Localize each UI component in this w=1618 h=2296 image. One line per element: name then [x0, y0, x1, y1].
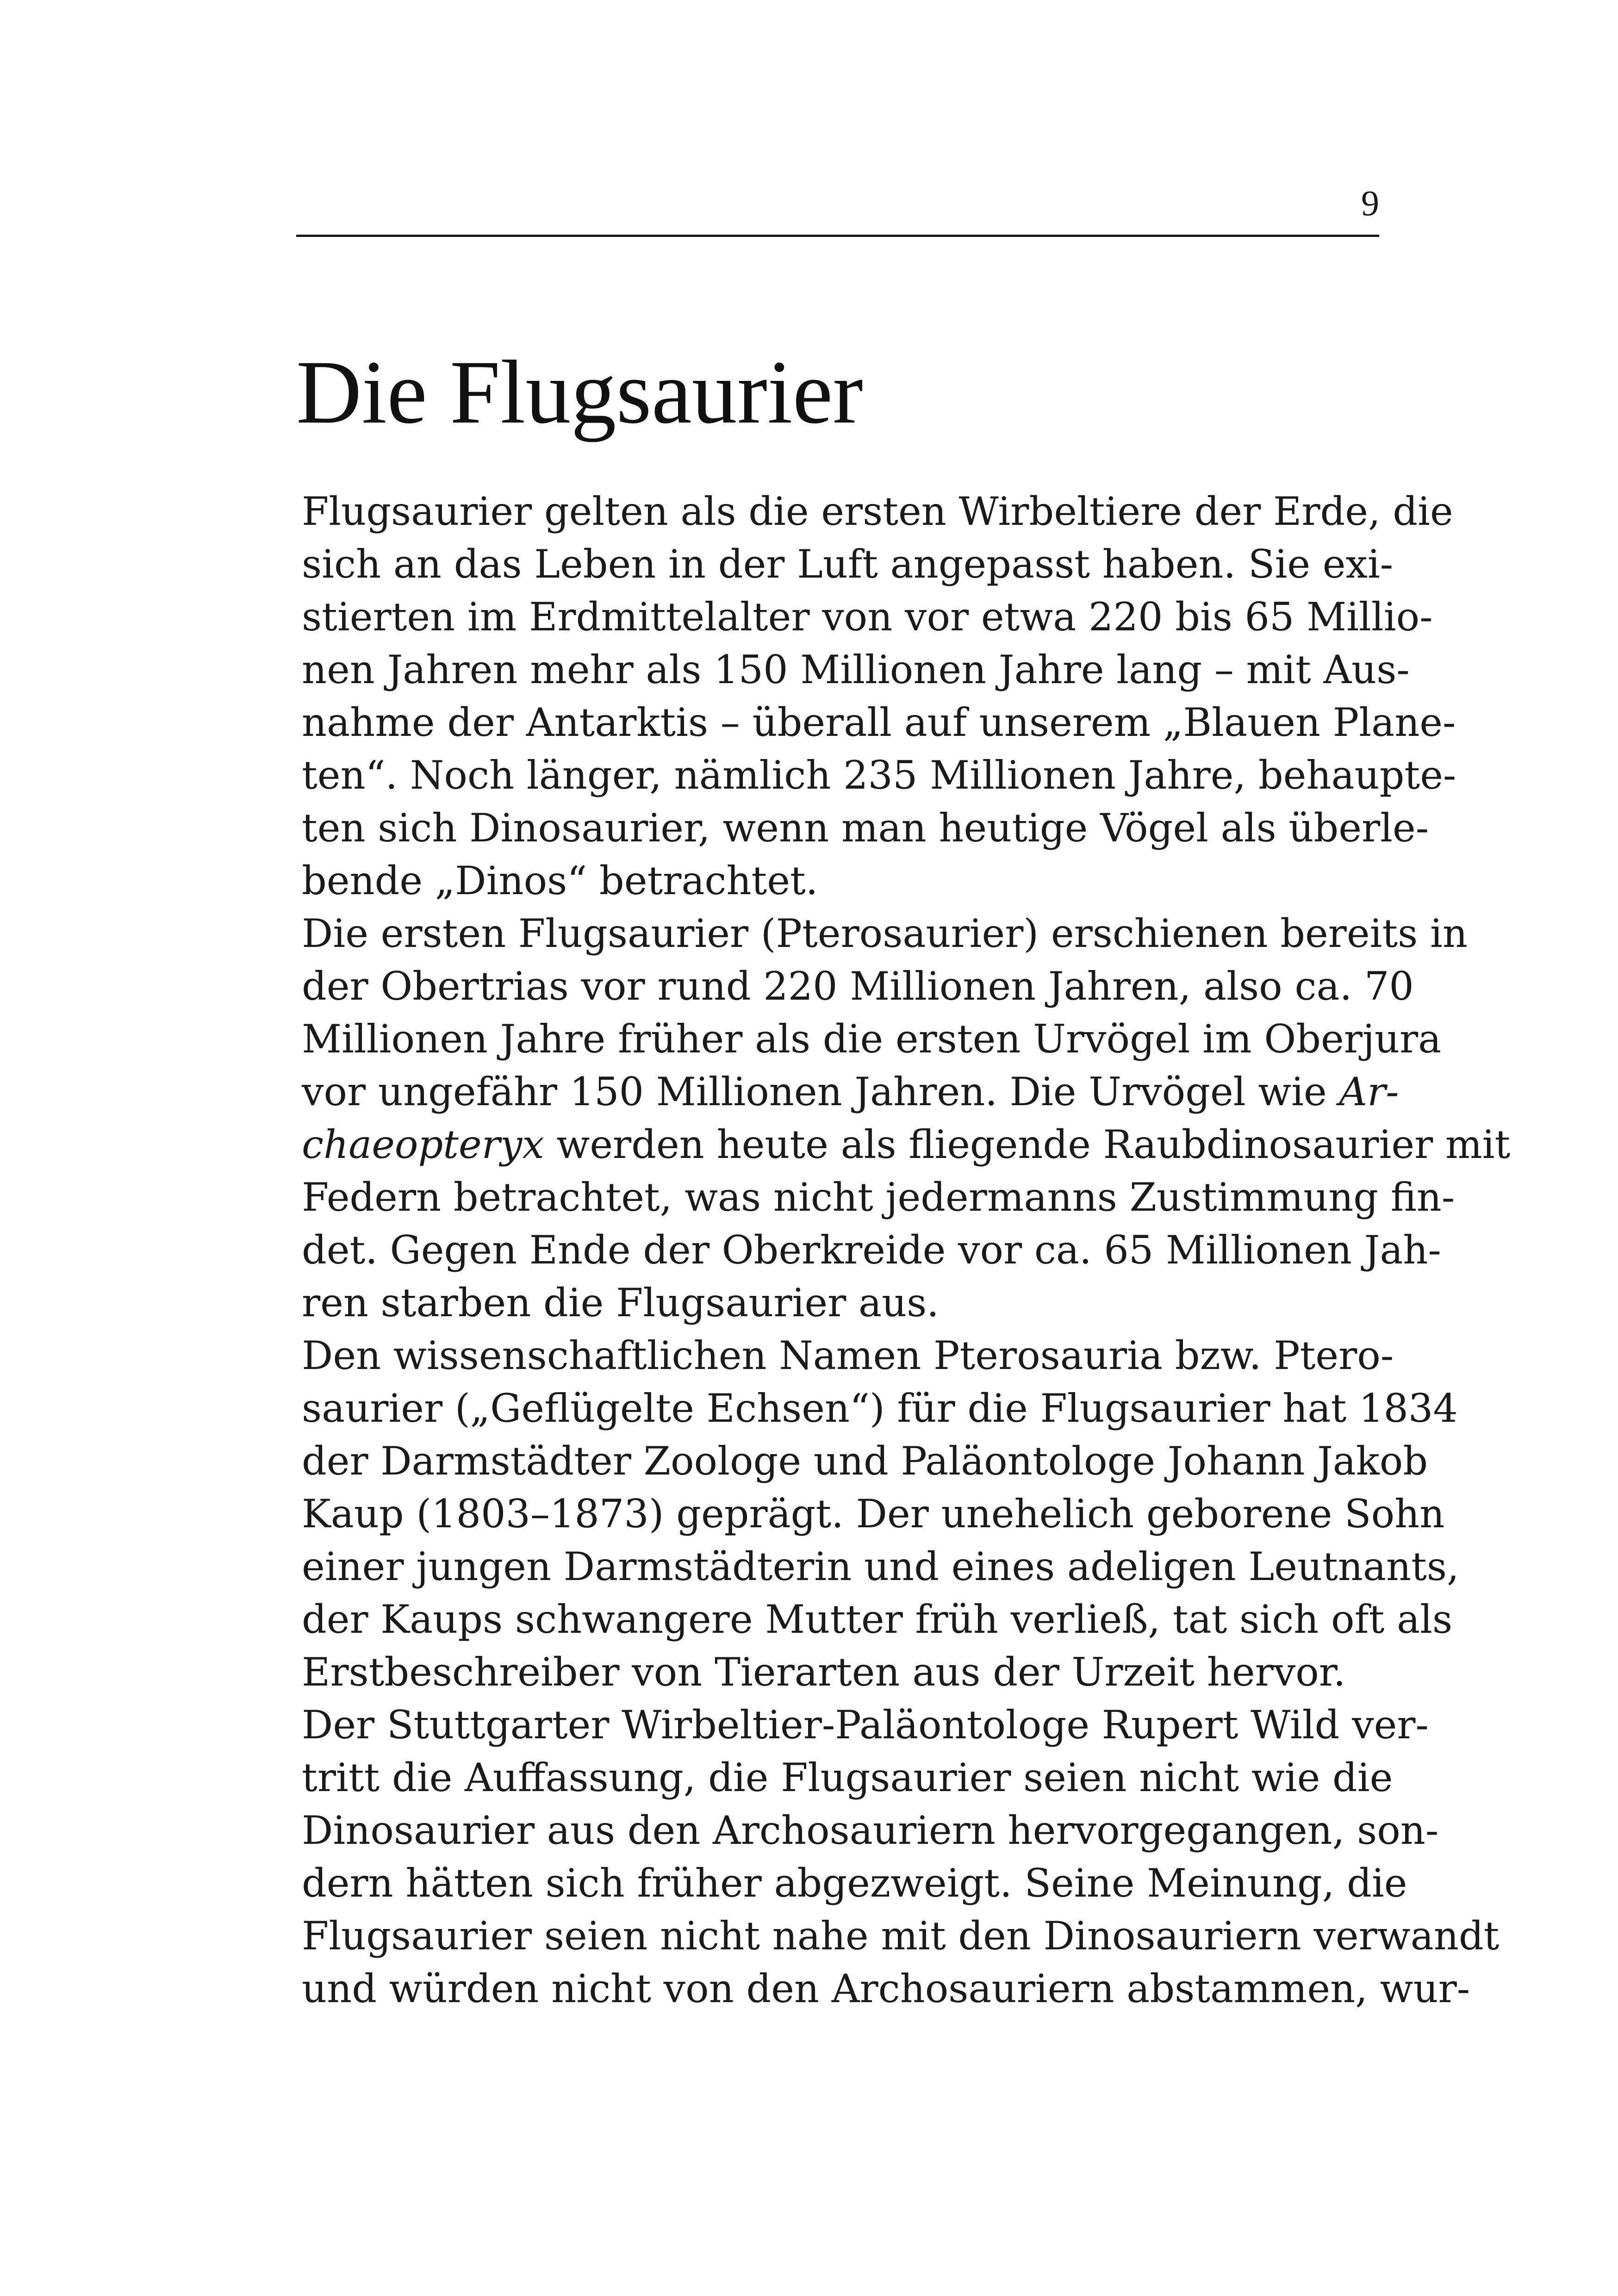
line-text: stierten im Erdmittelalter von vor etwa 220 bis 65 Millio-	[302, 594, 1433, 640]
text-line	[302, 1065, 1399, 1118]
line-text: Flugsaurier seien nicht nahe mit den Dinosauriern verwandt	[302, 1913, 1500, 1959]
line-text: Erstbeschreiber von Tierarten aus der Urzeit hervor.	[302, 1649, 1346, 1695]
line-text: Den wissenschaftlichen Namen Pterosauria bzw. Ptero-	[302, 1333, 1394, 1378]
line-text: Kaup (1803–1873) geprägt. Der unehelich geborene Sohn	[302, 1491, 1445, 1537]
line-text: der Kaups schwangere Mutter früh verließ, tat sich oft als	[302, 1597, 1453, 1642]
line-text: Die ersten Flugsaurier (Pterosaurier) erschienen bereits in	[302, 911, 1468, 956]
line-text: der Darmstädter Zoologe und Paläontologe Johann Jakob	[302, 1438, 1428, 1484]
line-text: dern hätten sich früher abgezweigt. Seine Meinung, die	[302, 1860, 1407, 1906]
page-number: 9	[1361, 183, 1379, 223]
chapter-title: Die Flugsaurier	[296, 342, 863, 442]
line-text: Flugsaurier gelten als die ersten Wirbeltiere der Erde, die	[302, 489, 1453, 534]
text-line	[302, 1013, 1442, 1065]
text-line	[302, 802, 1429, 854]
text-line	[302, 1804, 1439, 1857]
line-text: und würden nicht von den Archosauriern abstammen, wur-	[302, 1966, 1470, 2011]
text-line	[302, 1857, 1407, 1910]
line-text: saurier („Geflügelte Echsen“) für die Flugsaurier hat 1834	[302, 1386, 1458, 1431]
line-text: tritt die Auffassung, die Flugsaurier seien nicht wie die	[302, 1755, 1393, 1800]
text-line	[302, 696, 1456, 749]
text-line	[302, 1276, 1385, 1329]
text-line	[302, 1224, 1441, 1276]
text-line	[302, 1382, 1458, 1435]
italic-species-name: Ar-	[1339, 1069, 1399, 1114]
line-text: ten“. Noch länger, nämlich 235 Millionen Jahre, behaupte-	[302, 753, 1456, 798]
body-text	[302, 485, 1511, 2015]
line-text: nen Jahren mehr als 150 Millionen Jahre lang – mit Aus-	[302, 647, 1410, 692]
text-line	[302, 854, 1385, 907]
line-text: Millionen Jahre früher als die ersten Urvögel im Oberjura	[302, 1016, 1442, 1062]
italic-species-name: chaeopteryx	[302, 1122, 544, 1167]
text-line	[302, 1329, 1394, 1382]
text-line	[302, 1962, 1470, 2015]
line-text: nahme der Antarktis – überall auf unserem „Blauen Plane-	[302, 700, 1456, 745]
text-line	[302, 1910, 1500, 1962]
text-line	[302, 1435, 1428, 1487]
text-line	[302, 538, 1394, 591]
text-line	[302, 907, 1468, 960]
line-text: vor ungefähr 150 Millionen Jahren. Die Urvögel wie	[302, 1069, 1339, 1114]
line-text: ten sich Dinosaurier, wenn man heutige Vögel als überle-	[302, 805, 1429, 851]
line-text: det. Gegen Ende der Oberkreide vor ca. 65 Millionen Jah-	[302, 1227, 1441, 1273]
text-line	[302, 643, 1410, 696]
line-text: ren starben die Flugsaurier aus.	[302, 1280, 939, 1325]
text-line	[302, 1540, 1459, 1593]
text-line	[302, 1118, 1511, 1171]
text-line	[302, 1646, 1385, 1699]
line-text: Der Stuttgarter Wirbeltier-Paläontologe Rupert Wild ver-	[302, 1702, 1429, 1748]
line-text: der Obertrias vor rund 220 Millionen Jahren, also ca. 70	[302, 964, 1414, 1009]
header-rule	[296, 235, 1379, 237]
line-text: einer jungen Darmstädterin und eines adeligen Leutnants,	[302, 1544, 1459, 1589]
line-text: Federn betrachtet, was nicht jedermanns Zustimmung fin-	[302, 1175, 1455, 1220]
text-line	[302, 960, 1414, 1013]
text-line	[302, 591, 1433, 643]
text-line	[302, 1751, 1393, 1804]
line-text: sich an das Leben in der Luft angepasst haben. Sie exi-	[302, 541, 1394, 587]
text-line	[302, 1171, 1455, 1224]
text-line	[302, 749, 1456, 802]
text-line	[302, 1487, 1445, 1540]
line-text: werden heute als fliegende Raubdinosaurier mit	[544, 1122, 1511, 1167]
line-text: bende „Dinos“ betrachtet.	[302, 858, 818, 903]
text-line	[302, 1593, 1453, 1646]
text-line	[302, 1699, 1429, 1751]
text-line	[302, 485, 1453, 538]
line-text: Dinosaurier aus den Archosauriern hervorgegangen, son-	[302, 1808, 1439, 1853]
